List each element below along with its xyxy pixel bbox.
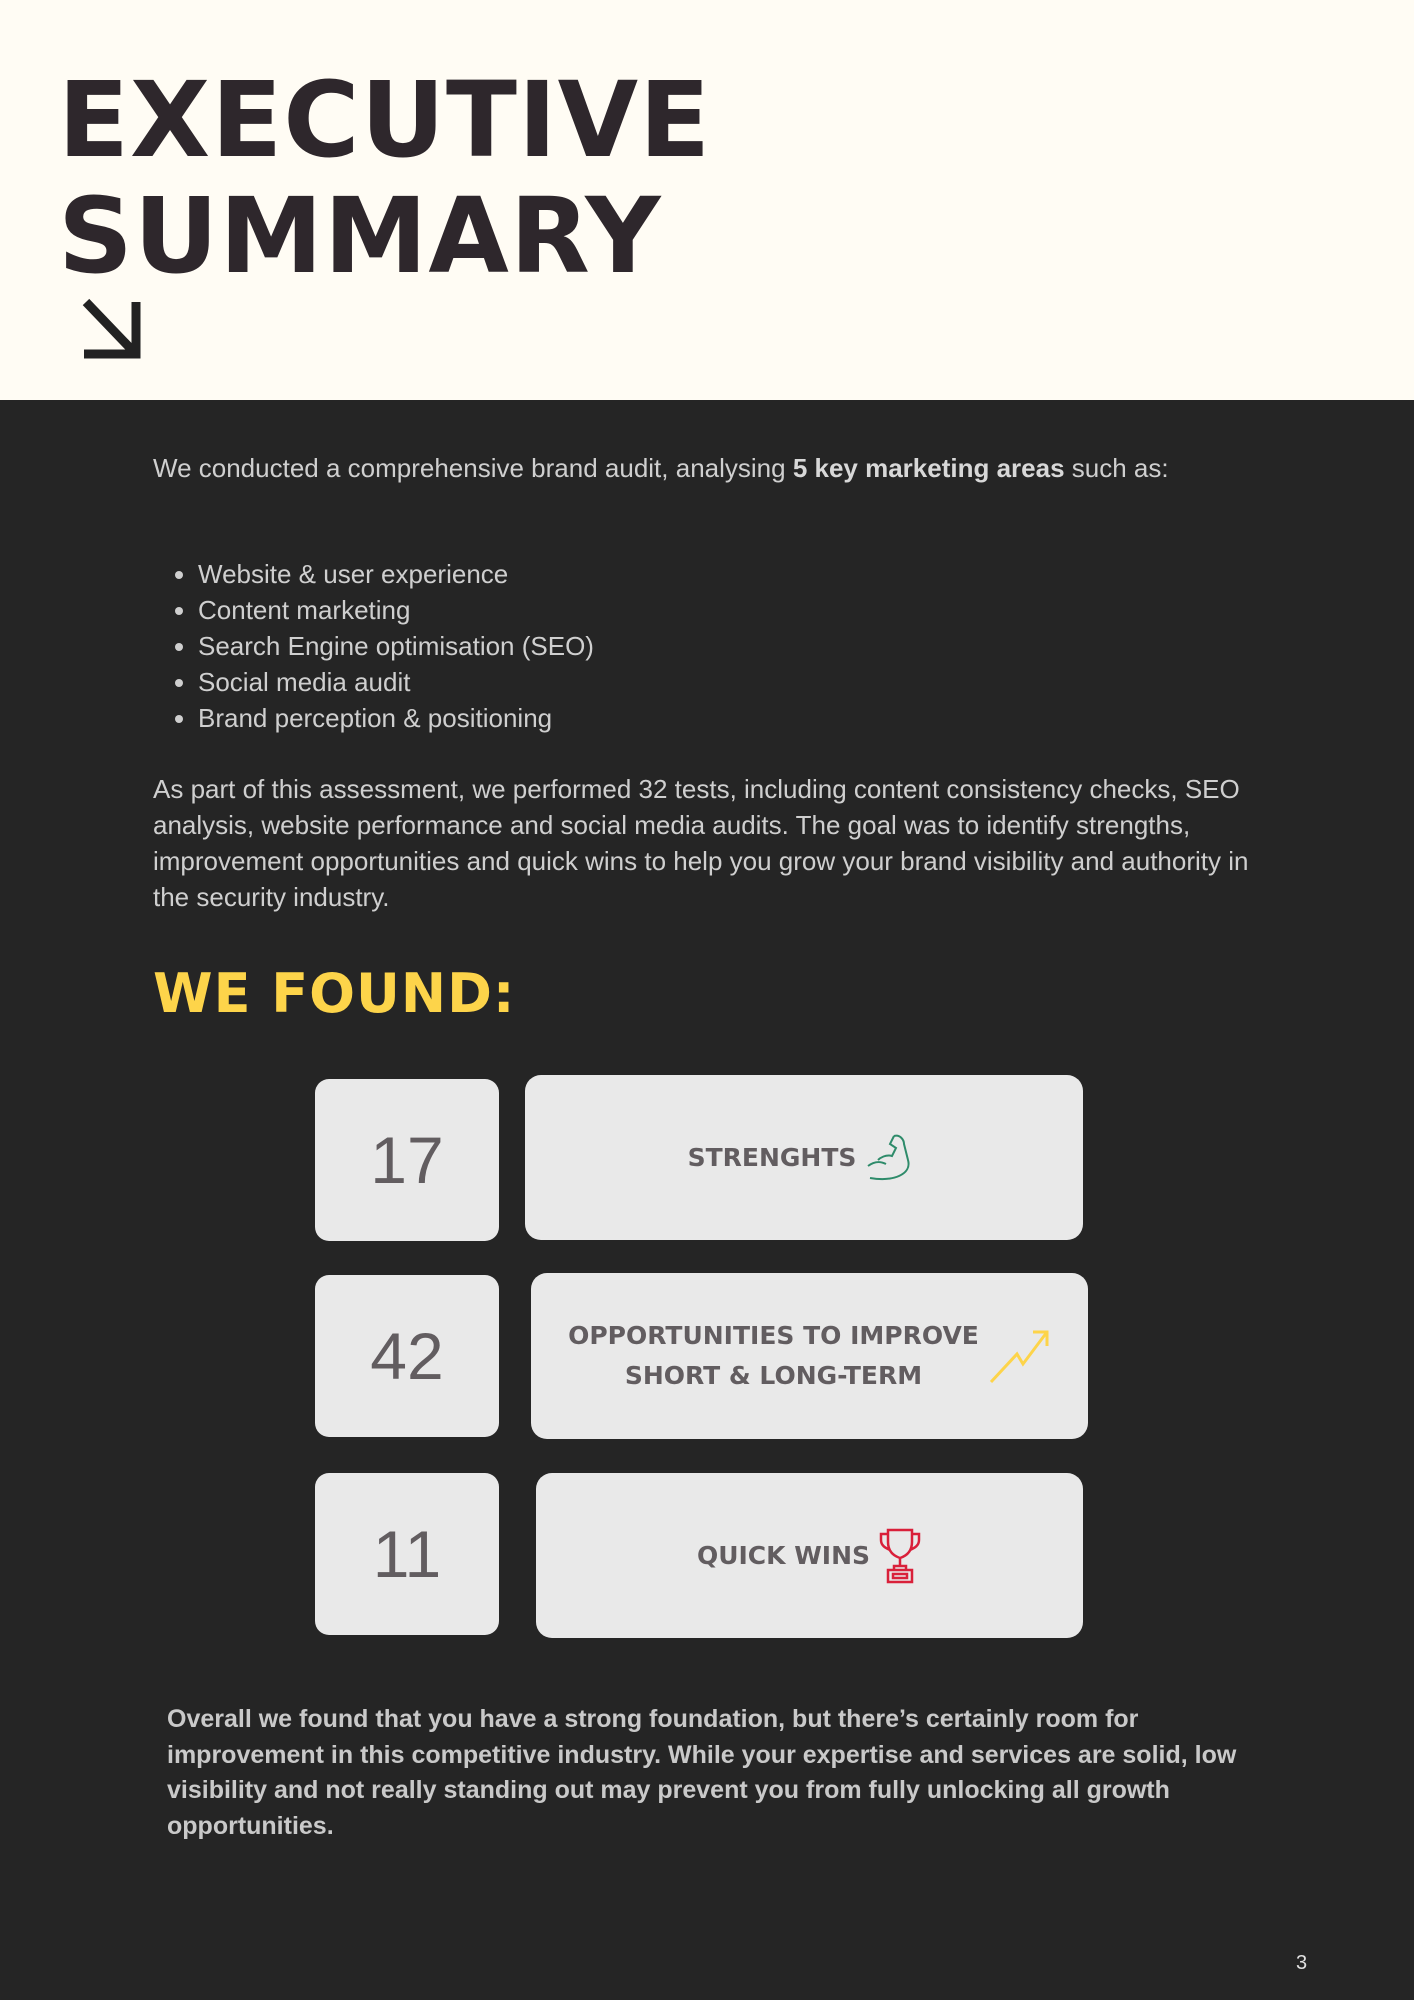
strengths-label: STRENGHTS [687,1142,857,1172]
title-line-2: SUMMARY [58,175,662,297]
conclusion-paragraph: Overall we found that you have a strong foundation, but there’s certainly room for improvement in this competitive industry. While your expertise and services are solid, low visibility and not really standing out may prevent you from fully unlocking all growth opportunities. [167,1705,1237,1840]
opportunities-label: OPPORTUNITIES TO IMPROVE SHORT & LONG-TERM [568,1321,979,1390]
assessment-paragraph: As part of this assessment, we performed 32 tests, including content consistency checks, SEO analysis, website performance and social media audits. The goal was to identify strengths, improvement opportunities and quick wins to help you grow your brand visibility and authority in the security industry. [153,774,1249,912]
list-item: • Content marketing [198,592,594,628]
trophy-icon [878,1526,922,1586]
flexed-bicep-icon [864,1130,920,1186]
strengths-card [525,1075,1083,1240]
opportunities-card [531,1273,1088,1439]
opportunities-count: 42 [315,1275,499,1437]
areas-list [153,556,594,736]
quick-wins-card [536,1473,1083,1638]
title-line-1: EXECUTIVE [58,59,712,181]
arrow-down-right-icon [78,296,144,362]
page-number: 3 [1296,1952,1308,1974]
list-item: • Brand perception & positioning [198,700,594,736]
found-heading: WE FOUND: [153,962,516,1025]
page-title [58,59,712,297]
list-item: • Social media audit [198,664,594,700]
list-item: • Website & user experience [198,556,594,592]
strengths-count: 17 [315,1079,499,1241]
list-item: • Search Engine optimisation (SEO) [198,628,594,664]
header-section [0,0,1414,400]
trend-up-arrow-icon [987,1324,1051,1388]
quick-wins-count: 11 [315,1473,499,1635]
quick-wins-label: QUICK WINS [696,1540,871,1570]
intro-paragraph: We conducted a comprehensive brand audit, analysing 5 key marketing areas such as: [153,453,1169,483]
